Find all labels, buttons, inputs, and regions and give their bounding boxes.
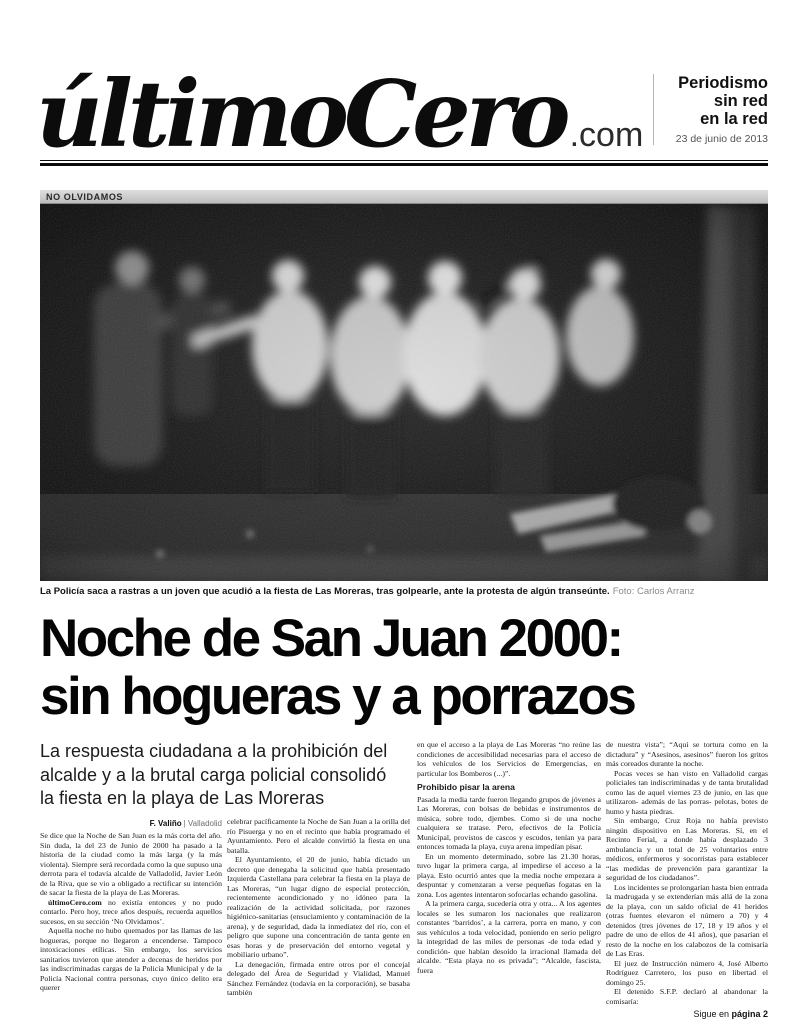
photo-caption-text: La Policía saca a rastras a un joven que acudió a la fiesta de Las Moreras, tras golpearle, ante la protesta de algún transeúnte. bbox=[40, 586, 610, 597]
continuation-notice bbox=[606, 1010, 768, 1020]
byline bbox=[40, 819, 222, 828]
body-paragraph: Pasada la media tarde fueron llegando grupos de jóvenes a Las Moreras, con bolsas de bebidas e instrumentos de música, sobre todo, djembes. Como si de una noche cualquiera se tratase. Pero, efectivos de la Policía Municipal, provistos de cascos y escudos, tenían ya para entonces tomada la playa, cuya arena impedían pisar. bbox=[417, 794, 601, 851]
body-paragraph: La denegación, firmada entre otros por el concejal delegado del Área de Seguridad y Vialidad, Manuel Sánchez Fernández (todavía en la corporación), se basaba también bbox=[227, 959, 410, 997]
masthead bbox=[36, 0, 768, 168]
body-paragraph: Los incidentes se prolongarían hasta bien entrada la madrugada y se extenderían más allá de la zona de la playa, con un saldo oficial de 41 heridos (otras fuentes elevaron el número a 70) y 4 detenidos (tres jóvenes de 17, 18 y 19 años y el padre de uno de ellos de 41 años), que pasarían el resto de la noche en los calabozos de la comisaría de Las Eras. bbox=[606, 882, 768, 958]
subheadline-line: alcalde y a la brutal carga policial consolidó bbox=[40, 764, 387, 785]
headline-line: sin hogueras y a porrazos bbox=[40, 667, 635, 726]
lead-bold-text: últimoCero.com bbox=[48, 897, 102, 907]
body-paragraph: El juez de Instrucción número 4, José Alberto Rodríguez Carretero, los puso en libertad el domingo 25. bbox=[606, 958, 768, 987]
body-paragraph: Se dice que la Noche de San Juan es la más corta del año. Sin duda, la del 23 de Junio de 2000 ha pasado a la historia de la ciudad como la más larga (y la más violenta). Siempre será recordada como la que supuso una derrota para el todavía alcalde de Valladolid, Javier León de la Riva, que se vio a obligado a rectificar su intención de sacar la fiesta de la playa de Las Moreras. bbox=[40, 831, 222, 897]
logo-domain-suffix: .com bbox=[569, 116, 644, 154]
body-paragraph: en que el acceso a la playa de Las Moreras “no reúne las condiciones de accesibilidad necesarias para el acceso de los vehículos de los Servicios de Emergencias, en particular los Bomberos (...)”. bbox=[417, 740, 601, 778]
subheadline-line: la fiesta en la playa de Las Moreras bbox=[40, 788, 325, 808]
article-column-2 bbox=[227, 817, 410, 998]
article-column-3 bbox=[417, 740, 601, 975]
edition-date: 23 de junio de 2013 bbox=[675, 133, 768, 145]
tagline-line: en la red bbox=[700, 110, 768, 128]
article-body bbox=[40, 740, 768, 1022]
section-label[interactable]: NO OLVIDAMOS bbox=[46, 191, 124, 202]
article-column-1 bbox=[40, 831, 222, 993]
site-logo[interactable] bbox=[36, 60, 644, 168]
body-paragraph: Pocas veces se han visto en Valladolid cargas policiales tan indiscriminadas y de tanta brutalidad como las de aquel viernes 23 de junio, en las que utilizaron- además de las porras- pelotas, botes de humo y hasta piedras. bbox=[606, 768, 768, 816]
body-paragraph: El Ayuntamiento, el 20 de junio, había dictado un decreto que denegaba la solicitud que había presentado Izquierda Castellana para celebrar la fiesta en la playa de Las Moreras, “un lugar digno de especial protección, recientemente acondicionado y no idóneo para la realización de la actividad solicitada, por razones higiénico-sanitarias (ensuciamiento y contaminación de la arena), y de seguridad, dada la inmediatez del río, con el peligro que supone una concentración de tanta gente en esas horas y de preservación del entorno vegetal y mobiliario urbano”. bbox=[227, 855, 410, 959]
body-paragraph: Sin embargo, Cruz Roja no había previsto ningún dispositivo en Las Moreras. Sí, en el Recinto Ferial, a donde había desplazado 3 ambulancia y un total de 25 voluntarios entre médicos, enfermeros y socorristas para establecer “las medidas de prevención para garantizar la seguridad de los ciudadanos”. bbox=[606, 816, 768, 882]
body-paragraph: Aquella noche no hubo quemados por las llamas de las hogueras, porque no llegaron a encenderse. Tampoco intoxicaciones etílicas. Sin embargo, los servicios sanitarios tuvieron que atender a decenas de heridos por las indiscriminadas cargas de la Policía Municipal y de la Policía Nacional contra personas, cuyo único delito era querer bbox=[40, 926, 222, 992]
photo-credit: Foto: Carlos Arranz bbox=[612, 586, 695, 597]
tagline-line: Periodismo bbox=[678, 74, 768, 92]
subheadline-line: La respuesta ciudadana a la prohibición del bbox=[40, 741, 388, 761]
article-subheadline bbox=[40, 740, 387, 811]
headline-line: Noche de San Juan 2000: bbox=[40, 609, 622, 668]
newspaper-front-page bbox=[36, 0, 768, 1022]
body-paragraph: A la primera carga, sucedería otra y otra... A los agentes locales se les sumaron los nacionales que realizaron constantes ‘barridos’, a la carrera, porra en mano, y con sus vehículos a toda velocidad, poniendo en serio peligro la integridad de las miles de personas -de toda edad y condición- que habían desoído la irracional llamada del alcalde. “Esta playa no es privada”; “Alcalde, fascista, fuera bbox=[417, 899, 601, 975]
body-paragraph: En un momento determinado, sobre las 21.30 horas, tuvo lugar la primera carga, al impedirse el acceso a la playa. Esto ocurrió antes que la media noche empezara a despuntar y comenzaran a verse pequeñas fogatas en la zona. Los agentes intentaron sofocarlas echando gasolina. bbox=[417, 851, 601, 899]
section-subhead: Prohibido pisar la arena bbox=[417, 782, 515, 792]
article-headline bbox=[40, 610, 768, 726]
photo-caption bbox=[40, 586, 768, 598]
byline-location: | Valladolid bbox=[183, 819, 222, 828]
logo-text: últimoCero bbox=[36, 60, 566, 168]
masthead-tagline bbox=[653, 74, 768, 145]
news-photo bbox=[40, 204, 768, 581]
body-paragraph bbox=[40, 898, 222, 927]
article-column-4 bbox=[606, 740, 768, 1020]
body-paragraph: El detenido S.F.P. declaró al abandonar la comisaría: bbox=[606, 987, 768, 1006]
body-paragraph: celebrar pacíficamente la Noche de San Juan a la orilla del río Pisuerga y no en el recinto que había programado el Ayuntamiento. Pero el alcalde convirtió la fiesta en una batalla. bbox=[227, 817, 410, 855]
byline-author: F. Valiño bbox=[149, 819, 182, 828]
body-paragraph: de nuestra vista”; “Aquí se tortura como en la dictadura” y “Asesinos, asesinos” fueron los gritos más coreados durante la noche. bbox=[606, 740, 768, 768]
tagline-line: sin red bbox=[713, 92, 768, 110]
continuation-page-link[interactable]: página 2 bbox=[731, 1009, 768, 1019]
section-bar bbox=[40, 190, 768, 204]
continuation-prefix: Sigue en bbox=[693, 1009, 732, 1019]
body-paragraph-text: no existía entonces y no pudo contarlo. Pero hoy, trece años después, recuerda aquellos sucesos, en su sección ‘No Olvidamos’. bbox=[40, 897, 222, 926]
